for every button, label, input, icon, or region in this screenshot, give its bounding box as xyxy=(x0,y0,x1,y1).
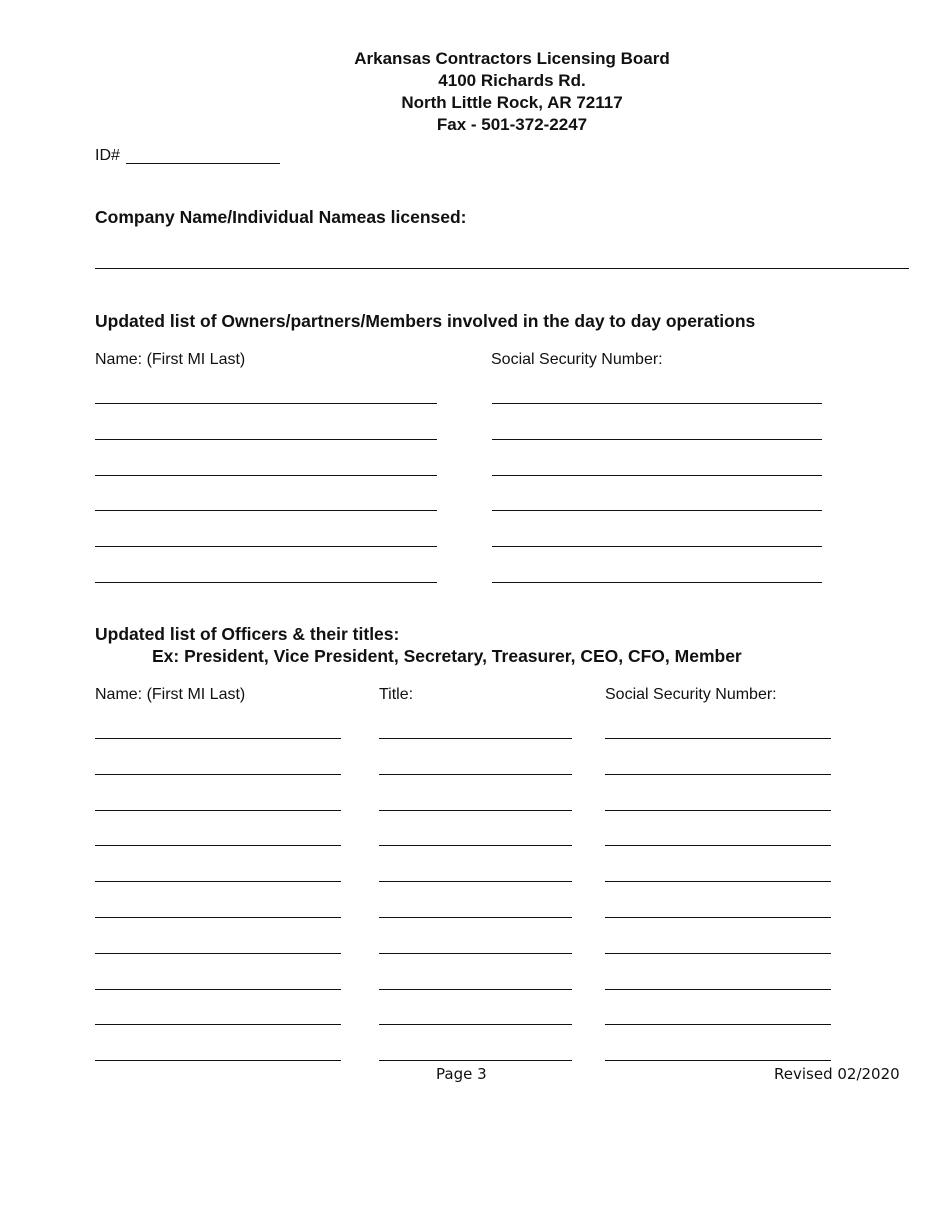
officer-ssn-line[interactable] xyxy=(605,953,831,954)
officer-title-line[interactable] xyxy=(379,953,572,954)
officers-heading: Updated list of Officers & their titles: xyxy=(95,624,400,644)
board-address: 4100 Richards Rd. xyxy=(438,71,586,90)
owner-ssn-line[interactable] xyxy=(492,475,822,476)
officer-name-line[interactable] xyxy=(95,989,341,990)
officer-title-line[interactable] xyxy=(379,1024,572,1025)
owner-name-line[interactable] xyxy=(95,403,437,404)
form-header xyxy=(0,48,950,136)
officer-name-line[interactable] xyxy=(95,881,341,882)
owner-name-line[interactable] xyxy=(95,475,437,476)
officer-name-line[interactable] xyxy=(95,953,341,954)
officer-name-line[interactable] xyxy=(95,845,341,846)
owner-name-line[interactable] xyxy=(95,582,437,583)
officer-ssn-line[interactable] xyxy=(605,881,831,882)
owner-name-line[interactable] xyxy=(95,510,437,511)
officer-ssn-line[interactable] xyxy=(605,845,831,846)
officer-ssn-line[interactable] xyxy=(605,810,831,811)
officer-ssn-line[interactable] xyxy=(605,989,831,990)
owners-heading: Updated list of Owners/partners/Members involved in the day to day operations xyxy=(95,311,756,331)
board-fax: Fax - 501-372-2247 xyxy=(436,115,588,134)
officer-ssn-line[interactable] xyxy=(605,774,831,775)
owner-ssn-line[interactable] xyxy=(492,439,822,440)
officer-ssn-line[interactable] xyxy=(605,917,831,918)
officers-example: Ex: President, Vice President, Secretary, Treasurer, CEO, CFO, Member xyxy=(152,646,742,666)
company-name-field-line[interactable] xyxy=(95,268,909,269)
officer-name-line[interactable] xyxy=(95,1060,341,1061)
page-number: Page 3 xyxy=(436,1065,487,1083)
officers-title-column-label: Title: xyxy=(379,686,414,703)
officer-title-line[interactable] xyxy=(379,1060,572,1061)
id-label: ID# xyxy=(95,147,120,164)
officer-title-line[interactable] xyxy=(379,810,572,811)
officer-title-line[interactable] xyxy=(379,774,572,775)
owner-name-line[interactable] xyxy=(95,546,437,547)
officer-title-line[interactable] xyxy=(379,989,572,990)
officer-name-line[interactable] xyxy=(95,738,341,739)
officer-name-line[interactable] xyxy=(95,917,341,918)
officer-title-line[interactable] xyxy=(379,917,572,918)
owner-ssn-line[interactable] xyxy=(492,510,822,511)
owners-ssn-column-label: Social Security Number: xyxy=(491,351,663,368)
officers-name-column-label: Name: (First MI Last) xyxy=(95,686,246,703)
officer-title-line[interactable] xyxy=(379,881,572,882)
officer-name-line[interactable] xyxy=(95,774,341,775)
officer-name-line[interactable] xyxy=(95,1024,341,1025)
officer-title-line[interactable] xyxy=(379,845,572,846)
company-name-label: Company Name/Individual Nameas licensed: xyxy=(95,207,467,227)
owner-name-line[interactable] xyxy=(95,439,437,440)
owner-ssn-line[interactable] xyxy=(492,403,822,404)
officer-ssn-line[interactable] xyxy=(605,1060,831,1061)
id-field-line[interactable] xyxy=(126,163,280,164)
officer-ssn-line[interactable] xyxy=(605,738,831,739)
officer-ssn-line[interactable] xyxy=(605,1024,831,1025)
board-city: North Little Rock, AR 72117 xyxy=(401,93,623,112)
officer-name-line[interactable] xyxy=(95,810,341,811)
officers-ssn-column-label: Social Security Number: xyxy=(605,686,777,703)
officer-title-line[interactable] xyxy=(379,738,572,739)
board-name: Arkansas Contractors Licensing Board xyxy=(354,49,670,68)
owner-ssn-line[interactable] xyxy=(492,582,822,583)
owners-name-column-label: Name: (First MI Last) xyxy=(95,351,246,368)
revision-date: Revised 02/2020 xyxy=(774,1065,900,1083)
owner-ssn-line[interactable] xyxy=(492,546,822,547)
